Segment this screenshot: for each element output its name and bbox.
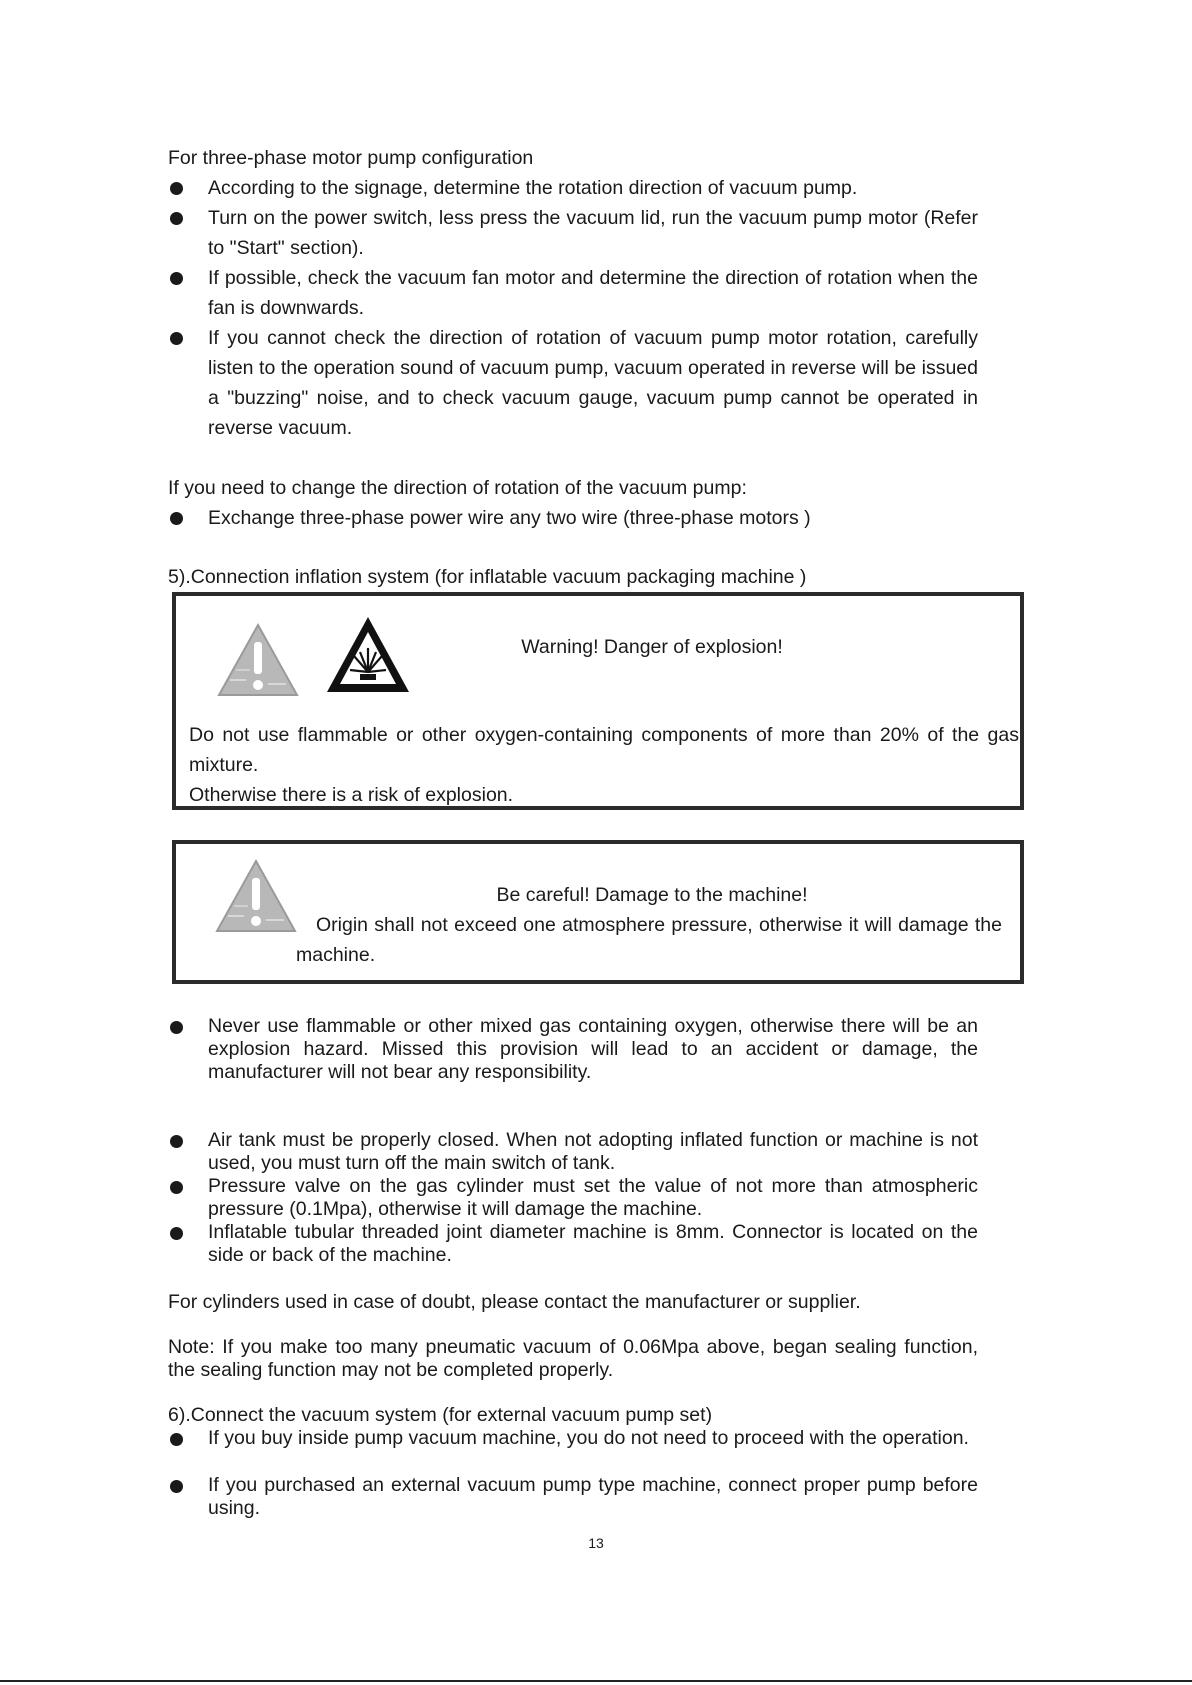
pneumatic-note: Note: If you make too many pneumatic vacuum of 0.06Mpa above, began sealing function, the sealing function may not be completed properly. [168, 1336, 978, 1381]
change-direction-heading: If you need to change the direction of rotation of the vacuum pump: [168, 477, 747, 499]
list-item: If you cannot check the direction of rotation of vacuum pump motor rotation, carefully listen to the operation sound of vacuum pump, vacuum operated in reverse will be issued a "buzzing" noise, and to check vacuum gauge, vacuum pump cannot be operated in reverse vacuum. [168, 323, 978, 443]
list-item: Air tank must be properly closed. When not adopting inflated function or machine is not used, you must turn off the main switch of tank. [168, 1129, 978, 1175]
three-phase-heading: For three-phase motor pump configuration [168, 147, 534, 169]
warning-title: Warning! Danger of explosion! [521, 636, 783, 658]
page-edge-divider [0, 1680, 1192, 1682]
bullet-icon [170, 1480, 183, 1493]
list-item: Exchange three-phase power wire any two wire (three-phase motors ) [168, 503, 978, 533]
warning-text: Do not use flammable or other oxygen-containing components of more than 20% of the gas mixture. [189, 724, 1019, 776]
section-6-heading: 6).Connect the vacuum system (for external vacuum pump set) [168, 1404, 713, 1426]
bullet-icon [170, 332, 183, 345]
bullet-icon [170, 1181, 183, 1194]
bullet-icon [170, 1433, 183, 1446]
list-item: Turn on the power switch, less press the vacuum lid, run the vacuum pump motor (Refer to "Start" section). [168, 203, 978, 263]
general-warning-icon [216, 622, 300, 698]
bullet-icon [170, 512, 183, 525]
list-item: If you buy inside pump vacuum machine, you do not need to proceed with the operation. [168, 1427, 978, 1473]
list-item: According to the signage, determine the rotation direction of vacuum pump. [168, 173, 978, 203]
list-item: If possible, check the vacuum fan motor and determine the direction of rotation when the fan is downwards. [168, 263, 978, 323]
list-item: Pressure valve on the gas cylinder must set the value of not more than atmospheric pressure (0.1Mpa), otherwise it will damage the machine. [168, 1175, 978, 1221]
caution-title: Be careful! Damage to the machine! [496, 884, 808, 906]
bullet-icon [170, 182, 183, 195]
bullet-icon [170, 212, 183, 225]
list-item: Never use flammable or other mixed gas containing oxygen, otherwise there will be an explosion hazard. Missed this provision will lead to an accident or damage, the manufacturer will not bear any responsibility. [168, 1015, 978, 1084]
warning-text: Otherwise there is a risk of explosion. [189, 784, 514, 806]
warning-box [172, 592, 1024, 810]
list-item: If you purchased an external vacuum pump type machine, connect proper pump before using. [168, 1474, 978, 1520]
page-number: 13 [588, 1535, 604, 1551]
general-warning-icon [214, 858, 298, 934]
bullet-icon [170, 272, 183, 285]
caution-box [172, 840, 1024, 984]
bullet-icon [170, 1135, 183, 1148]
section-5-heading: 5).Connection inflation system (for inflatable vacuum packaging machine ) [168, 566, 807, 588]
list-item: Inflatable tubular threaded joint diameter machine is 8mm. Connector is located on the side or back of the machine. [168, 1221, 978, 1267]
bullet-icon [170, 1227, 183, 1240]
cylinders-note: For cylinders used in case of doubt, please contact the manufacturer or supplier. [168, 1291, 861, 1313]
bullet-icon [170, 1021, 183, 1034]
caution-text: Origin shall not exceed one atmosphere pressure, otherwise it will damage the machine. [296, 914, 1002, 966]
